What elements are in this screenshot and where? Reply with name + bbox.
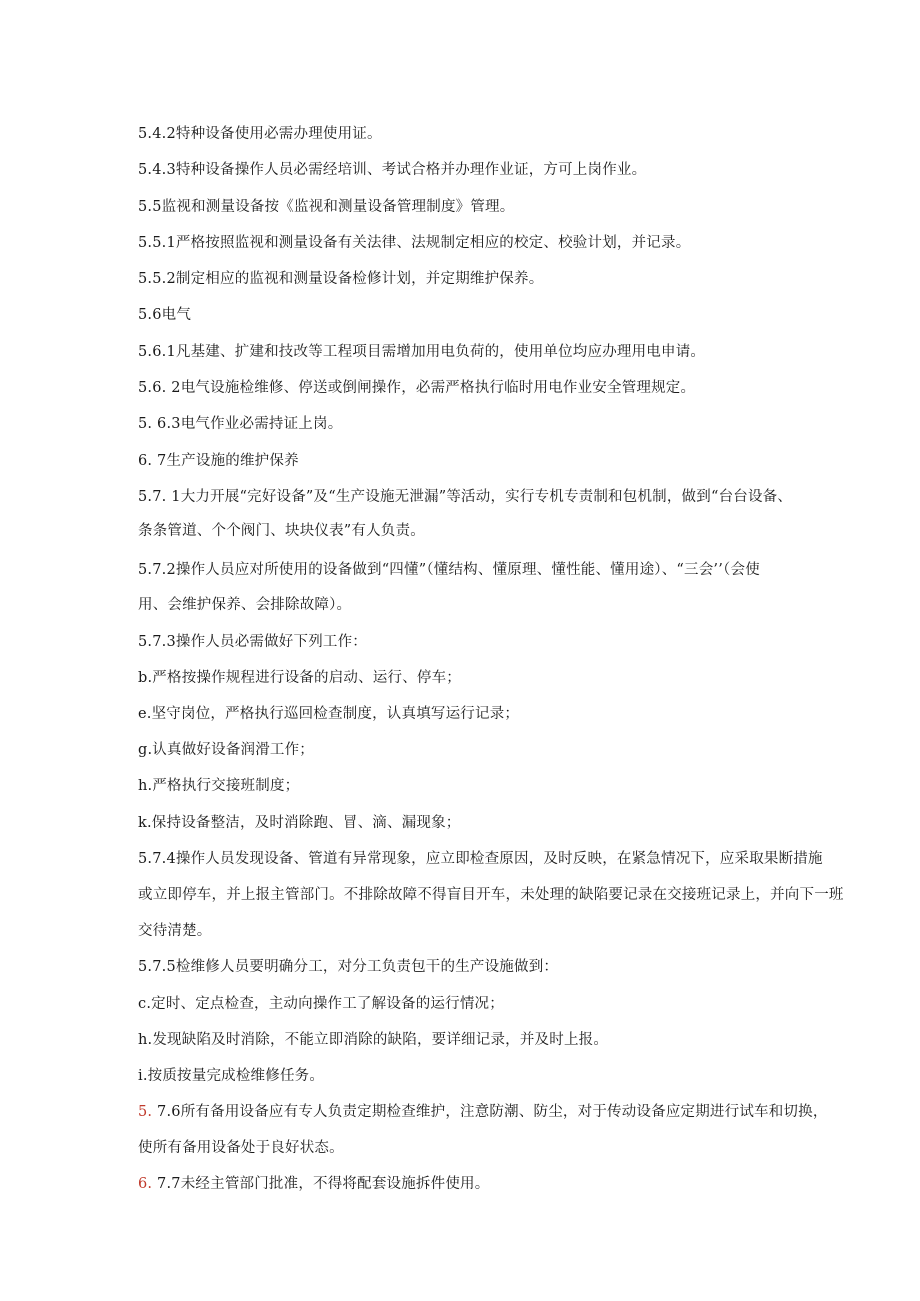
text-7-6: 7.6所有备用设备应有专人负责定期检查维护，注意防潮、防尘，对于传动设备应定期进行试车和切换， [152, 1104, 828, 1120]
red-number: 6. [138, 1176, 153, 1192]
text-line-5-5-1: 5.5.1严格按照监视和测量设备有关法律、法规制定相应的校定、校验计划，并记录。 [138, 235, 691, 251]
text-line-h: h.严格执行交接班制度； [138, 778, 300, 794]
text-line-6-7: 6. 7生产设施的维护保养 [138, 453, 299, 469]
text-line-e: e.坚守岗位，严格执行巡回检查制度，认真填写运行记录； [138, 706, 520, 722]
text-line-h2: h.发现缺陷及时消除，不能立即消除的缺陷，要详细记录，并及时上报。 [138, 1032, 609, 1048]
text-line-k: k.保持设备整洁，及时消除跑、冒、滴、漏现象； [138, 815, 461, 831]
text-line-c: c.定时、定点检查，主动向操作工了解设备的运行情况； [138, 996, 504, 1012]
text-line-5-6-2: 5.6. 2电气设施检维修、停送或倒闸操作，必需严格执行临时用电作业安全管理规定。 [138, 380, 696, 396]
text-7-7: 7.7未经主管部门批准，不得将配套设施拆件使用。 [152, 1176, 490, 1192]
text-line-5-4-2: 5.4.2特种设备使用必需办理使用证。 [138, 126, 382, 142]
text-line-5-7-5: 5.7.5检维修人员要明确分工，对分工负责包干的生产设施做到： [138, 959, 559, 975]
text-line-5-7-2-cont: 用、会维护保养、会排除故障）。 [138, 597, 352, 613]
text-line-5-7-4-cont2: 交待清楚。 [138, 923, 212, 939]
text-line-5-7-4-cont1: 或立即停车，并上报主管部门。不排除故障不得盲目开车，未处理的缺陷要记录在交接班记录上，并向下一班 [138, 887, 844, 903]
text-line-5-7-4: 5.7.4操作人员发现设备、管道有异常现象，应立即检查原因，及时反映，在紧急情况下，应采取果断措施 [138, 851, 823, 867]
text-line-5-5: 5.5监视和测量设备按《监视和测量设备管理制度》管理。 [138, 199, 515, 215]
text-line-7-6-cont [138, 1138, 898, 1158]
text-line-5-7-1: 5.7. 1大力开展“完好设备”及“生产设施无泄漏”等活动，实行专机专责制和包机制，做到“台台设备、 [138, 489, 793, 505]
text-line-i: i.按质按量完成检维修任务。 [138, 1068, 325, 1084]
text-line-7-6 [138, 1102, 898, 1122]
text-line-5-6: 5.6电气 [138, 307, 192, 323]
text-line-7-7 [138, 1174, 898, 1194]
red-number: 5. [138, 1104, 153, 1120]
text-line-g: g.认真做好设备润滑工作； [138, 742, 314, 758]
text-7-6-cont: 使所有备用设备处于良好状态。 [138, 1140, 344, 1156]
text-line-5-7-3: 5.7.3操作人员必需做好下列工作： [138, 634, 367, 650]
text-line-5-6-3: 5. 6.3电气作业必需持证上岗。 [138, 416, 343, 432]
text-line-5-4-3: 5.4.3特种设备操作人员必需经培训、考试合格并办理作业证，方可上岗作业。 [138, 162, 647, 178]
text-line-5-6-1: 5.6.1凡基建、扩建和技改等工程项目需增加用电负荷的，使用单位均应办理用电申请。 [138, 344, 706, 360]
text-line-5-7-1-cont: 条条管道、个个阀门、块块仪表”有人负责。 [138, 523, 425, 539]
text-line-5-5-2: 5.5.2制定相应的监视和测量设备检修计划，并定期维护保养。 [138, 271, 544, 287]
text-line-5-7-2: 5.7.2操作人员应对所使用的设备做到“四懂”（懂结构、懂原理、懂性能、懂用途）、“三会’’（会使 [138, 562, 760, 578]
text-line-b: b.严格按操作规程进行设备的启动、运行、停车； [138, 670, 461, 686]
